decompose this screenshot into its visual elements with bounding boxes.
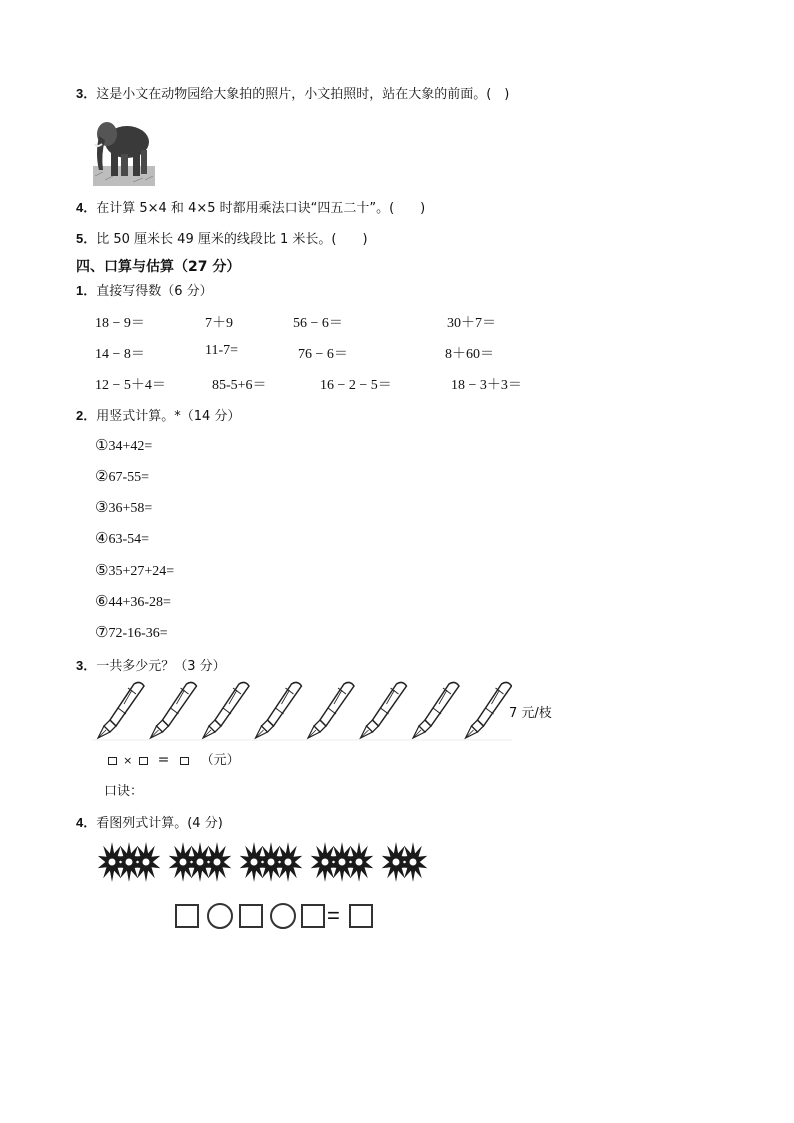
question-4 — [76, 197, 425, 216]
item-expression: 44+36-28= — [108, 595, 171, 610]
oral-cell: 11-7= — [205, 343, 239, 358]
oral-cell: 76 − 6＝ — [298, 347, 348, 362]
pen-icon — [151, 682, 197, 738]
equation-box[interactable] — [175, 904, 199, 928]
elephant-photo — [93, 110, 155, 186]
pen-icon — [256, 682, 302, 738]
oral-cell: 7＋9 — [205, 316, 233, 331]
pen-icon — [98, 682, 144, 738]
item-marker: ② — [95, 467, 109, 485]
answer-box[interactable] — [180, 757, 189, 765]
item-expression: 63-54= — [108, 532, 150, 547]
vertical-calc-item — [95, 529, 149, 548]
equals-sign: = — [327, 903, 340, 928]
oral-cell: 12 − 5＋4＝ — [95, 378, 166, 393]
vertical-calc-item — [95, 561, 174, 580]
item-marker: ① — [95, 436, 109, 454]
item-expression: 67-55= — [108, 470, 150, 485]
part-title: 用竖式计算。*（14 分） — [96, 409, 241, 424]
item-marker: ⑦ — [95, 623, 109, 641]
pens-illustration — [92, 678, 512, 744]
oral-cell: 14 − 8＝ — [95, 347, 145, 362]
pen-icon — [413, 682, 459, 738]
koujue-label: 口诀： — [104, 784, 144, 799]
answer-box[interactable] — [139, 757, 148, 765]
question-text: 在计算 5×4 和 4×5 时都用乘法口诀“四五二十”。( ) — [96, 201, 426, 216]
equation-box[interactable] — [239, 904, 263, 928]
oral-cell: 16 − 2 − 5＝ — [320, 378, 392, 393]
operator-circle[interactable] — [207, 903, 233, 929]
flower-groups-illustration — [98, 838, 438, 886]
pen-icon — [308, 682, 354, 738]
part-3-title — [76, 655, 226, 674]
operator-circle[interactable] — [270, 903, 296, 929]
part-number: 2． — [76, 408, 97, 423]
part-1-title — [76, 280, 213, 299]
result-box[interactable] — [349, 904, 373, 928]
oral-cell: 18 − 3＋3＝ — [451, 378, 522, 393]
question-5 — [76, 228, 368, 247]
equals-sign: = — [157, 752, 170, 768]
question-number: 4． — [76, 200, 97, 215]
item-expression: 35+27+24= — [108, 564, 175, 579]
pen-icon — [361, 682, 407, 738]
question-3 — [76, 83, 509, 102]
part-number: 4． — [76, 815, 97, 830]
item-expression: 72-16-36= — [108, 626, 168, 641]
pen-price: 7 元/枝 — [509, 706, 552, 721]
part-title: 直接写得数（6 分） — [96, 284, 213, 299]
item-marker: ⑤ — [95, 561, 109, 579]
question-number: 5． — [76, 231, 97, 246]
item-expression: 34+42= — [108, 439, 153, 454]
question-number: 3． — [76, 86, 97, 101]
equation-box[interactable] — [301, 904, 325, 928]
pen-icon — [203, 682, 249, 738]
vertical-calc-item — [95, 592, 171, 611]
oral-cell: 8＋60＝ — [445, 347, 494, 362]
unit-label: （元） — [200, 753, 240, 768]
oral-cell: 56 − 6＝ — [293, 316, 343, 331]
vertical-calc-item — [95, 623, 168, 642]
question-text: 这是小文在动物园给大象拍的照片，小文拍照时，站在大象的前面。( ) — [96, 87, 510, 102]
part-title: 看图列式计算。(4 分) — [96, 816, 223, 831]
pen-icon — [466, 682, 512, 738]
item-expression: 36+58= — [108, 501, 153, 516]
part-title: 一共多少元？（3 分） — [96, 659, 226, 674]
item-marker: ⑥ — [95, 592, 109, 610]
multiplication-formula — [108, 749, 240, 768]
vertical-calc-item — [95, 467, 149, 486]
item-marker: ④ — [95, 529, 109, 547]
part-number: 1． — [76, 283, 97, 298]
part-number: 3． — [76, 658, 97, 673]
vertical-calc-item — [95, 436, 152, 455]
section-heading: 四、口算与估算（27 分） — [76, 259, 241, 275]
question-text: 比 50 厘米长 49 厘米的线段比 1 米长。( ) — [96, 232, 368, 247]
part-4-title — [76, 812, 223, 831]
vertical-calc-item — [95, 498, 152, 517]
oral-cell: 18 − 9＝ — [95, 316, 145, 331]
oral-cell: 30＋7＝ — [447, 316, 496, 331]
oral-cell: 85-5+6＝ — [212, 378, 267, 393]
answer-box[interactable] — [108, 757, 117, 765]
times-sign: × — [123, 754, 133, 767]
item-marker: ③ — [95, 498, 109, 516]
part-2-title — [76, 405, 240, 424]
